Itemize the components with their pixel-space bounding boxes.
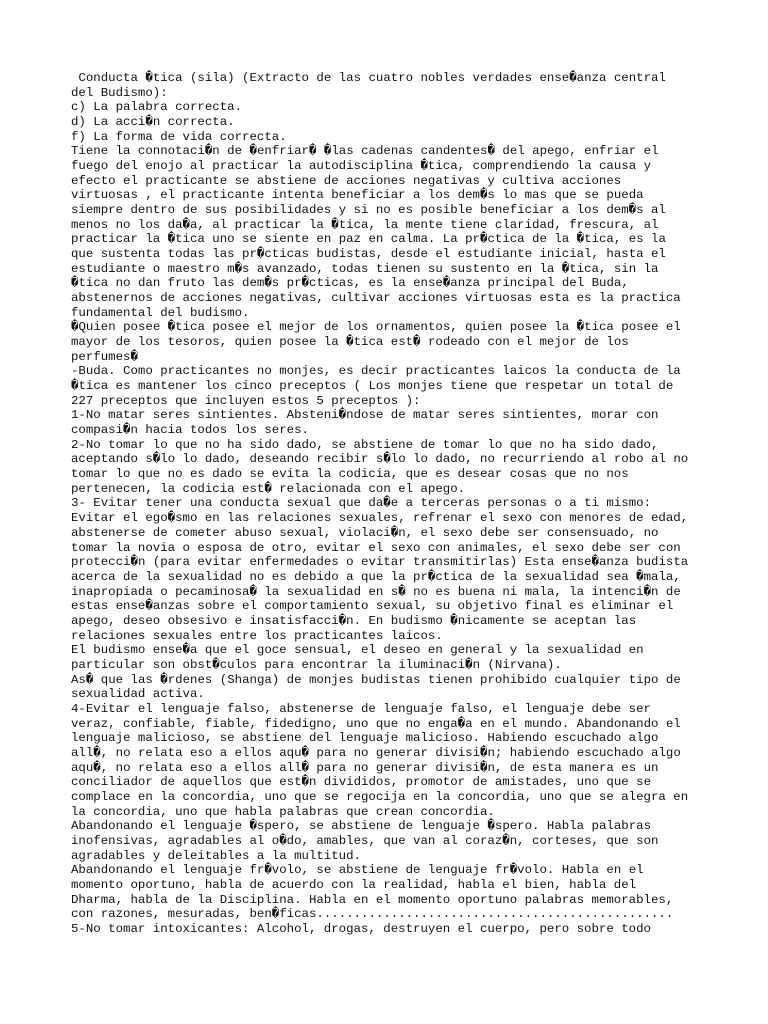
text-line: conciliador de aquellos que est�n divididos, promotor de amistades, uno que se (71, 775, 652, 790)
text-line: sexualidad activa. (71, 687, 205, 702)
text-line: abstenernos de acciones negativas, cultivar acciones virtuosas esta es la practica (71, 291, 681, 306)
text-line: 1-No matar seres sintientes. Absteni�ndose de matar seres sintientes, morar con (71, 408, 659, 423)
text-line: Tiene la connotaci�n de �enfriar� �las cadenas candentes� del apego, enfriar el (71, 144, 659, 159)
text-line: perfumes� (71, 349, 138, 364)
text-line: protecci�n (para evitar enfermedades o evitar transmitirlas) Esta ense�anza budista (71, 555, 689, 570)
text-line: apego, deseo obsesivo e insatisfacci�n. En budismo �nicamente se aceptan las (71, 613, 637, 628)
text-line: tomar la novia o esposa de otro, evitar el sexo con animales, el sexo debe ser con (71, 540, 681, 555)
text-line: �Quien posee �tica posee el mejor de los ornamentos, quien posee la �tica posee el (71, 320, 681, 335)
text-line: d) La acci�n correcta. (71, 115, 235, 130)
text-line: momento oportuno, habla de acuerdo con la realidad, habla el bien, habla del (71, 877, 637, 892)
text-line: acerca de la sexualidad no es debido a que la pr�ctica de la sexualidad sea �mala, (71, 569, 681, 584)
text-line: fundamental del budismo. (71, 305, 250, 320)
text-line: -Buda. Como practicantes no monjes, es decir practicantes laicos la conducta de la (71, 364, 681, 379)
text-line: menos no los da�a, al practicar la �tica, la mente tiene claridad, frescura, al (71, 217, 659, 232)
text-line: Evitar el ego�smo en las relaciones sexuales, refrenar el sexo con menores de edad, (71, 511, 689, 526)
text-line: 5-No tomar intoxicantes: Alcohol, drogas, destruyen el cuerpo, pero sobre todo (71, 921, 651, 936)
text-line: inapropiada o pecaminosa� la sexualidad en s� no es buena ni mala, la intenci�n de (71, 584, 681, 599)
text-line: efecto el practicante se abstiene de acciones negativas y cultiva acciones (71, 173, 622, 188)
text-line: Conducta �tica (sila) (Extracto de las cuatro nobles verdades ense�anza central (71, 71, 666, 85)
text-line: lenguaje malicioso, se abstiene del lenguaje malicioso. Habiendo escuchado algo (71, 731, 659, 746)
document-page (71, 71, 701, 937)
text-line: Abandonando el lenguaje fr�volo, se abstiene de lenguaje fr�volo. Habla en el (71, 863, 644, 878)
text-line: As� que las �rdenes (Shanga) de monjes budistas tienen prohibido cualquier tipo de (71, 672, 681, 687)
text-line: veraz, confiable, fiable, fidedigno, uno que no enga�a en el mundo. Abandonando el (71, 716, 681, 731)
text-line: complace en la concordia, uno que se regocija en la concordia, uno que se alegra en (71, 789, 689, 804)
text-line: �tica es mantener los cinco preceptos ( Los monjes tiene que respetar un total de (71, 379, 674, 394)
text-line: virtuosas , el practicante intenta beneficiar a los dem�s lo mas que se pueda (71, 188, 644, 203)
text-line: �tica no dan fruto las dem�s pr�cticas, es la ense�anza principal del Buda, (71, 276, 629, 291)
text-line: pertenecen, la codicia est� relacionada con el apego. (71, 481, 466, 496)
text-line: estas ense�anzas sobre el comportamiento sexual, su objetivo final es eliminar el (71, 599, 674, 614)
text-line: c) La palabra correcta. (71, 100, 243, 115)
text-line: agradables y deleitables a la multitud. (71, 848, 361, 863)
text-line: con razones, mesuradas, ben�ficas................................................ (71, 907, 674, 922)
text-line: 4-Evitar el lenguaje falso, abstenerse de lenguaje falso, el lenguaje debe ser (71, 701, 651, 716)
text-line: 3- Evitar tener una conducta sexual que da�e a terceras personas o a ti mismo: (71, 496, 652, 511)
text-line: tomar lo que no es dado se evita la codicia, que es desear cosas que no nos (71, 467, 629, 482)
text-line: que sustenta todas las pr�cticas budistas, desde el estudiante inicial, hasta el (71, 247, 666, 262)
text-line: aceptando s�lo lo dado, deseando recibir s�lo lo dado, no recurriendo al robo al no (71, 452, 689, 467)
text-line: 227 preceptos que incluyen estos 5 preceptos ): (71, 393, 421, 408)
text-line: practicar la �tica uno se siente en paz en calma. La pr�ctica de la �tica, es la (71, 232, 666, 247)
text-line: del Budismo): (71, 85, 168, 100)
text-line: compasi�n hacia todos los seres. (71, 423, 309, 438)
text-line: mayor de los tesoros, quien posee la �tica est� rodeado con el mejor de los (71, 335, 629, 350)
text-line: El budismo ense�a que el goce sensual, el deseo en general y la sexualidad en (71, 643, 644, 658)
text-line: all�, no relata eso a ellos aqu� para no generar divisi�n; habiendo escuchado algo (71, 745, 681, 760)
text-line: la concordia, uno que habla palabras que crean concordia. (71, 804, 495, 819)
text-line: abstenerse de cometer abuso sexual, violaci�n, el sexo debe ser consensuado, no (71, 525, 659, 540)
text-line: Abandonando el lenguaje �spero, se abstiene de lenguaje �spero. Habla palabras (71, 819, 652, 834)
text-line: estudiante o maestro m�s avanzado, todas tienen su sustento en la �tica, sin la (71, 261, 659, 276)
text-line: fuego del enojo al practicar la autodisciplina �tica, comprendiendo la causa y (71, 159, 652, 174)
text-line: 2-No tomar lo que no ha sido dado, se abstiene de tomar lo que no ha sido dado, (71, 437, 659, 452)
text-line: inofensivas, agradables al o�do, amables, que van al coraz�n, corteses, que son (71, 833, 659, 848)
text-line: particular son obst�culos para encontrar la iluminaci�n (Nirvana). (71, 657, 562, 672)
text-line: siempre dentro de sus posibilidades y si no es posible beneficiar a los dem�s al (71, 203, 666, 218)
text-line: aqu�, no relata eso a ellos all� para no generar divisi�n, de esta manera es un (71, 760, 659, 775)
text-line: f) La forma de vida correcta. (71, 129, 287, 144)
text-line: relaciones sexuales entre los practicantes laicos. (71, 628, 443, 643)
text-line: Dharma, habla de la Disciplina. Habla en el momento oportuno palabras memorables, (71, 892, 674, 907)
